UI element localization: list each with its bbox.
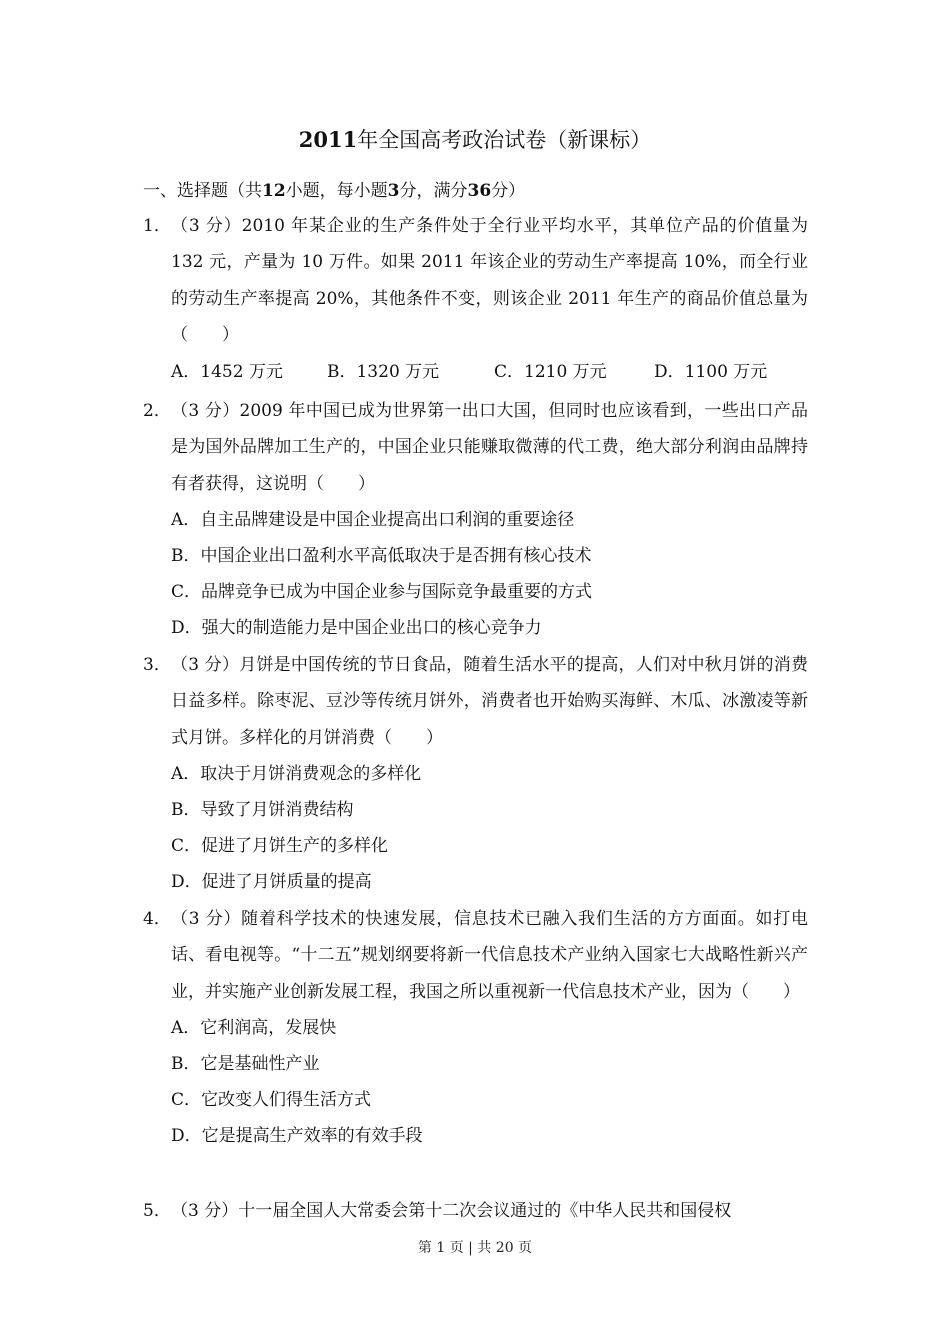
option-d: D．1100 万元: [654, 361, 768, 382]
question-number: 4．: [143, 909, 171, 929]
option-c: C．1210 万元: [494, 361, 607, 382]
question-3: [143, 647, 808, 900]
question-number: 3．: [143, 655, 171, 675]
page-footer: 第 1 页 | 共 20 页: [417, 1240, 533, 1256]
option-a: A．自主品牌建设是中国企业提高出口利润的重要途径: [171, 510, 575, 531]
section-text: 分，满分: [399, 181, 468, 201]
option-c: C．品牌竞争已成为中国企业参与国际竞争最重要的方式: [171, 582, 593, 603]
option-d: D．促进了月饼质量的提高: [171, 872, 372, 893]
question-text: （3 分）2010 年某企业的生产条件处于全行业平均水平，其单位产品的价值量为 132 元，产量为 10 万件。如果 2011 年该企业的劳动生产率提高 10%，而全行业的劳动生产率提高 20%，其他条件不变，则该企业 2011 年生产的商品价值总量为（ ）: [171, 216, 808, 346]
total-points: 36: [467, 181, 492, 201]
question-4: [143, 901, 808, 1154]
question-number: 5．: [143, 1201, 171, 1221]
option-a: A．它利润高，发展快: [171, 1018, 337, 1039]
options-row: [143, 354, 808, 390]
option-a: A．取决于月饼消费观念的多样化: [171, 764, 422, 785]
option-b: B．导致了月饼消费结构: [171, 800, 354, 821]
question-text: （3 分）十一届全国人大常委会第十二次会议通过的《中华人民共和国侵权: [171, 1201, 732, 1221]
question-2: [143, 393, 808, 646]
title-year: 2011: [298, 127, 358, 152]
question-text: （3 分）2009 年中国已成为世界第一出口大国，但同时也应该看到，一些出口产品是为国外品牌加工生产的，中国企业只能赚取微薄的代工费，绝大部分利润由品牌持有者获得，这说明（ ）: [171, 401, 808, 494]
question-number: 1．: [143, 216, 171, 236]
option-b: B．中国企业出口盈利水平高低取决于是否拥有核心技术: [171, 546, 592, 567]
option-d: D．强大的制造能力是中国企业出口的核心竞争力: [171, 618, 542, 639]
option-c: C．它改变人们得生活方式: [171, 1090, 372, 1111]
option-c: C．促进了月饼生产的多样化: [171, 836, 389, 857]
points-each: 3: [387, 181, 400, 201]
title-text: 年全国高考政治试卷（新课标）: [357, 128, 652, 152]
section-text: 分）: [491, 181, 526, 201]
option-d: D．它是提高生产效率的有效手段: [171, 1126, 423, 1147]
question-number: 2．: [143, 401, 171, 421]
question-text: （3 分）随着科学技术的快速发展，信息技术已融入我们生活的方方面面。如打电话、看电视等。“十二五”规划纲要将新一代信息技术产业纳入国家七大战略性新兴产业，并实施产业创新发展工程，我国之所以重视新一代信息技术产业，因为（ ）: [171, 909, 808, 1002]
section-text: 一、选择题（共: [143, 181, 262, 201]
section-text: 小题，每小题: [285, 181, 388, 201]
section-heading: [143, 176, 525, 206]
question-count: 12: [262, 181, 286, 201]
question-1: [143, 208, 808, 390]
option-b: B．1320 万元: [327, 361, 440, 382]
question-text: （3 分）月饼是中国传统的节日食品，随着生活水平的提高，人们对中秋月饼的消费日益多样。除枣泥、豆沙等传统月饼外，消费者也开始购买海鲜、木瓜、冰激凌等新式月饼。多样化的月饼消费（ ）: [171, 655, 808, 748]
option-a: A．1452 万元: [171, 361, 283, 382]
option-b: B．它是基础性产业: [171, 1054, 320, 1075]
exam-title: [0, 124, 950, 156]
question-5: [143, 1193, 808, 1229]
